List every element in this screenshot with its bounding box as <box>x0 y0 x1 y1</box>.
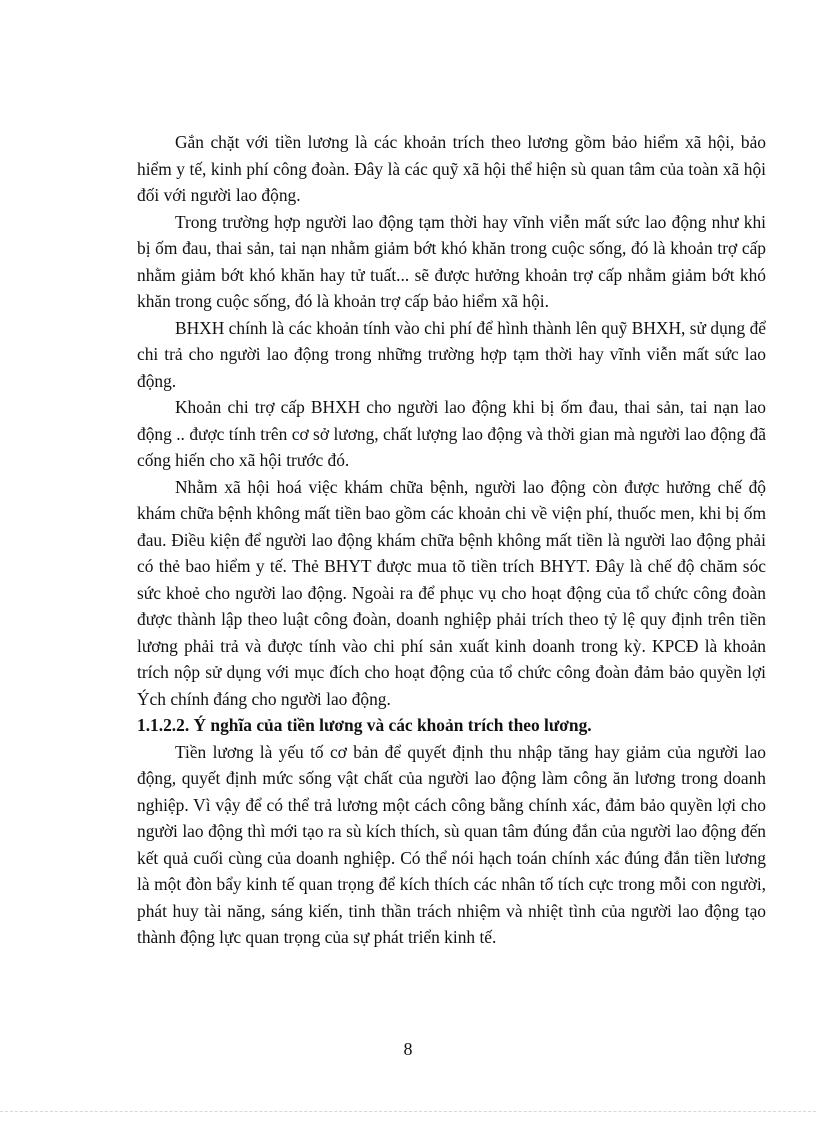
paragraph-bhxh-calculation: Khoản chi trợ cấp BHXH cho người lao động khi bị ốm đau, thai sản, tai nạn lao động .. được tính trên cơ sở lương, chất lượng lao động và thời gian mà người lao động đã cống hiến cho xã hội trước đó. <box>137 397 766 470</box>
paragraph-health-insurance-kpcd: Nhằm xã hội hoá việc khám chữa bệnh, người lao động còn được hưởng chế độ khám chữa bệnh không mất tiền bao gồm các khoản chi về viện phí, thuốc men, khi bị ốm đau. Điều kiện để người lao động khám chữa bệnh không mất tiền là người lao động phải có thẻ bao hiểm y tế. Thẻ BHYT được mua tõ tiền trích BHYT. Đây là chế độ chăm sóc sức khoẻ cho người lao động. Ngoài ra để phục vụ cho hoạt động của tổ chức công đoàn được thành lập theo luật công đoàn, doanh nghiệp phải trích theo tỷ lệ quy định trên tiền lương phải trả và được tính vào chi phí sản xuất kinh doanh trong kỳ. KPCĐ là khoản trích nộp sử dụng với mục đích cho hoạt động của tổ chức công đoàn đảm bảo quyền lợi Ých chính đáng cho người lao động. <box>137 476 766 709</box>
paragraph-salary-significance: Tiền lương là yếu tố cơ bản để quyết định thu nhập tăng hay giảm của người lao động, quyết định mức sống vật chất của người lao động làm công ăn lương trong doanh nghiệp. Vì vậy để có thể trả lương một cách công bằng chính xác, đảm bảo quyền lợi cho người lao động thì mới tạo ra sù kích thích, sù quan tâm đúng đắn của người lao động đến kết quả cuối cùng của doanh nghiệp. Có thể nói hạch toán chính xác đúng đắn tiền lương là một đòn bẩy kinh tế quan trọng để kích thích các nhân tố tích cực trong mỗi con người, phát huy tài năng, sáng kiến, tinh thần trách nhiệm và nhiệt tình của người lao động tạo thành động lực quan trọng của sự phát triển kinh tế. <box>137 741 766 947</box>
bottom-divider <box>0 1111 816 1112</box>
page-number: 8 <box>403 1039 413 1059</box>
paragraph-bhxh-definition: BHXH chính là các khoản tính vào chi phí để hình thành lên quỹ BHXH, sử dụng để chi trả cho người lao động trong những trường hợp tạm thời hay vĩnh viễn mất sức lao động. <box>137 317 766 391</box>
paragraph-contributions-intro: Gắn chặt với tiền lương là các khoản trích theo lương gồm bảo hiểm xã hội, bảo hiểm y tế, kinh phí công đoàn. Đây là các quỹ xã hội thể hiện sù quan tâm của toàn xã hội đối với người lao động. <box>137 132 766 205</box>
body-text <box>137 129 766 951</box>
section-heading: 1.1.2.2. Ý nghĩa của tiền lương và các khoản trích theo lương. <box>137 715 592 735</box>
paragraph-social-insurance-benefit: Trong trường hợp người lao động tạm thời hay vĩnh viễn mất sức lao động như khi bị ốm đau, thai sản, tai nạn nhằm giảm bớt khó khăn trong cuộc sống, đó là khoản trợ cấp nhằm giảm bớt khó khăn hay tử tuất... sẽ được hưởng khoản trợ cấp nhằm giảm bớt khó khăn trong cuộc sống, đó là khoản trợ cấp bảo hiểm xã hội. <box>137 211 766 311</box>
